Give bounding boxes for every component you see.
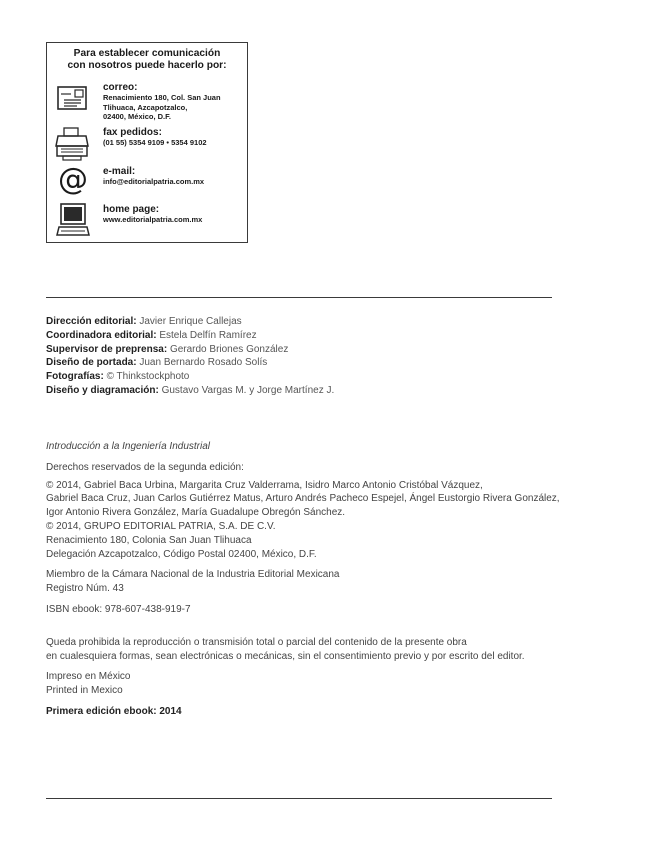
contact-homepage-label: home page: <box>103 204 160 215</box>
publisher-line: © 2014, GRUPO EDITORIAL PATRIA, S.A. DE C.V. <box>46 520 276 532</box>
top-divider <box>46 297 552 298</box>
envelope-icon <box>55 81 91 117</box>
publisher-line: Delegación Azcapotzalco, Código Postal 02400, México, D.F. <box>46 548 317 560</box>
bottom-divider <box>46 798 552 799</box>
credit-row <box>46 343 334 357</box>
contact-item-fax <box>53 126 247 166</box>
credit-value: Estela Delfín Ramírez <box>159 329 257 341</box>
contact-mail-label: correo: <box>103 82 138 93</box>
contact-homepage-url[interactable]: www.editorialpatria.com.mx <box>103 215 203 224</box>
credit-value: Juan Bernardo Rosado Solís <box>139 357 268 369</box>
edition-note: Primera edición ebook: 2014 <box>46 705 182 717</box>
credit-label: Coordinadora editorial: <box>46 329 157 341</box>
credit-label: Fotografías: <box>46 371 104 383</box>
contact-mail-address-line: 02400, México, D.F. <box>103 112 171 121</box>
rights-authors-line: Igor Antonio Rivera González, María Guadalupe Obregón Sánchez. <box>46 507 346 519</box>
rights-authors-line: © 2014, Gabriel Baca Urbina, Margarita Cruz Valderrama, Isidro Marco Antonio Cristóbal Vázquez, <box>46 479 483 491</box>
credit-row <box>46 370 334 384</box>
contact-box <box>46 42 248 243</box>
credit-value: Gustavo Vargas M. y Jorge Martínez J. <box>161 384 335 396</box>
prohibition-line: Queda prohibida la reproducción o transmisión total o parcial del contenido de la presente obra <box>46 636 467 648</box>
contact-heading-line: Para establecer comunicación <box>73 48 221 59</box>
printed-line: Printed in Mexico <box>46 685 123 697</box>
contact-email-address[interactable]: info@editorialpatria.com.mx <box>103 177 205 186</box>
contact-mail-address-line: Tlihuaca, Azcapotzalco, <box>103 102 188 112</box>
membership-line: Registro Núm. 43 <box>46 583 124 595</box>
credit-value: Gerardo Briones González <box>169 343 289 355</box>
credit-value: © Thinkstockphoto <box>106 371 190 383</box>
legal-block <box>46 440 606 719</box>
publisher-line: Renacimiento 180, Colonia San Juan Tlihuaca <box>46 534 252 546</box>
credits-block <box>46 315 334 398</box>
rights-heading: Derechos reservados de la segunda edición: <box>46 461 244 473</box>
rights-authors-line: Gabriel Baca Cruz, Juan Carlos Gutiérrez Matus, Arturo Andrés Pacheco Espejel, Ángel Eustorgio Rivera González, <box>46 493 560 505</box>
contact-email-label: e-mail: <box>103 166 136 177</box>
contact-item-email <box>53 162 247 205</box>
contact-heading <box>47 48 247 72</box>
credit-label: Dirección editorial: <box>46 316 137 327</box>
contact-mail-address-line: Renacimiento 180, Col. San Juan <box>103 93 221 102</box>
credit-row <box>46 329 334 343</box>
at-icon: @ <box>58 162 88 197</box>
computer-icon <box>55 203 91 239</box>
membership-line: Miembro de la Cámara Nacional de la Industria Editorial Mexicana <box>46 569 340 581</box>
contact-item-homepage <box>53 203 247 243</box>
contact-item-mail <box>53 81 247 121</box>
credit-label: Diseño de portada: <box>46 357 137 369</box>
credit-row <box>46 315 334 329</box>
credit-row <box>46 384 334 398</box>
fax-icon <box>55 126 91 162</box>
printed-line: Impreso en México <box>46 671 131 683</box>
contact-fax-numbers: (01 55) 5354 9109 • 5354 9102 <box>103 138 207 147</box>
credit-label: Supervisor de preprensa: <box>46 343 168 355</box>
isbn: ISBN ebook: 978-607-438-919-7 <box>46 603 191 615</box>
book-title: Introducción a la Ingeniería Industrial <box>46 441 210 452</box>
contact-fax-label: fax pedidos: <box>103 127 162 138</box>
prohibition-line: en cualesquiera formas, sean electrónicas o mecánicas, sin el consentimiento previo y por escrito del editor. <box>46 650 525 662</box>
credit-row <box>46 356 334 370</box>
credit-value: Javier Enrique Callejas <box>139 316 242 327</box>
credit-label: Diseño y diagramación: <box>46 384 159 396</box>
contact-heading-line: con nosotros puede hacerlo por: <box>67 60 227 71</box>
